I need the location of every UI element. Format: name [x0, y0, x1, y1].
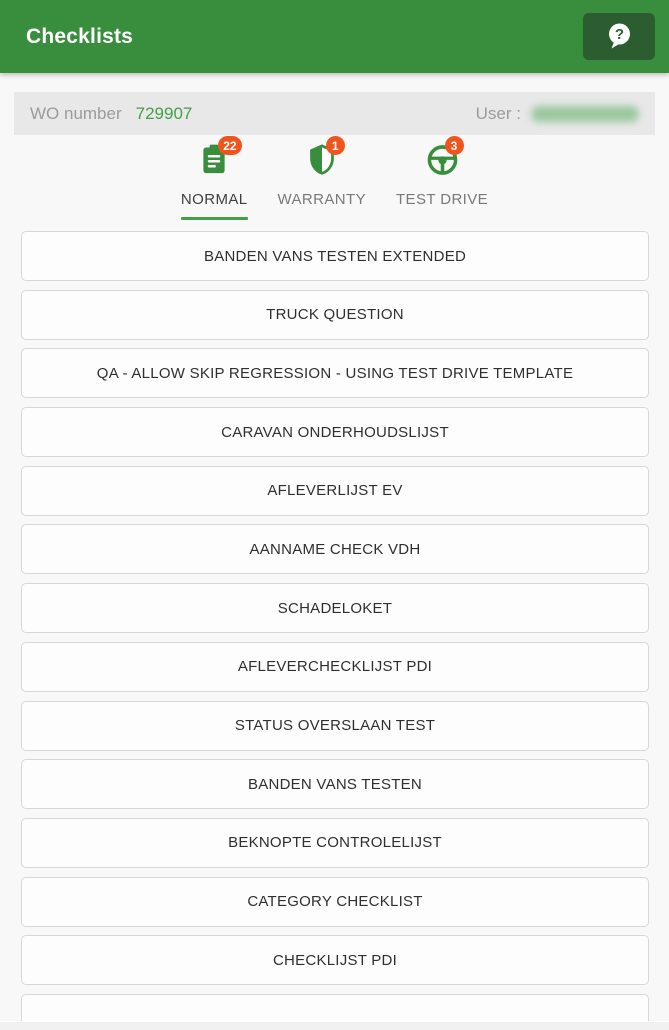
tab-warranty[interactable] — [263, 139, 381, 220]
svg-text:?: ? — [614, 25, 624, 43]
checklist-item-button[interactable]: CARAVAN ONDERHOUDSLIJST — [21, 407, 649, 457]
checklist-item-button[interactable]: BANDEN VANS TESTEN — [21, 759, 649, 809]
tab-test-drive-label: TEST DRIVE — [395, 191, 489, 208]
tab-test-drive-badge: 3 — [445, 136, 464, 155]
checklist-item-button[interactable]: AANNAME CHECK VDH — [21, 524, 649, 574]
tab-bar — [0, 139, 669, 220]
help-bubble-icon — [606, 22, 633, 52]
tab-warranty-label: WARRANTY — [277, 191, 366, 208]
user-name-redacted — [531, 106, 639, 122]
wo-number-label: WO number — [30, 103, 122, 123]
checklist-item-button[interactable]: AFLEVERLIJST EV — [21, 466, 649, 516]
checklist-item-button[interactable]: STATUS OVERSLAAN TEST — [21, 701, 649, 751]
checklist-item-button[interactable] — [21, 994, 649, 1022]
tab-warranty-badge: 1 — [326, 136, 345, 155]
checklist-item-button[interactable]: BEKNOPTE CONTROLELIJST — [21, 818, 649, 868]
tab-normal[interactable] — [166, 139, 263, 220]
workorder-bar — [14, 92, 655, 135]
tab-normal-badge: 22 — [218, 136, 241, 155]
help-button[interactable] — [583, 13, 655, 60]
checklist-item-button[interactable]: QA - ALLOW SKIP REGRESSION - USING TEST DRIVE TEMPLATE — [21, 348, 649, 398]
checklist-item-button[interactable]: AFLEVERCHECKLIJST PDI — [21, 642, 649, 692]
tab-normal-label: NORMAL — [180, 191, 248, 208]
wo-number-value: 729907 — [135, 103, 193, 123]
user-label: User : — [475, 103, 521, 123]
page-title: Checklists — [26, 24, 134, 48]
checklist-item-button[interactable]: TRUCK QUESTION — [21, 290, 649, 340]
checklist-item-button[interactable]: CHECKLIJST PDI — [21, 935, 649, 985]
tab-test-drive[interactable] — [381, 139, 503, 220]
screen-bottom-edge — [0, 1021, 669, 1030]
active-tab-underline — [181, 217, 248, 220]
checklist-item-button[interactable]: CATEGORY CHECKLIST — [21, 877, 649, 927]
checklist-item-button[interactable]: SCHADELOKET — [21, 583, 649, 633]
app-header — [0, 0, 669, 73]
checklist-list — [21, 231, 649, 1022]
checklist-item-button[interactable]: BANDEN VANS TESTEN EXTENDED — [21, 231, 649, 281]
